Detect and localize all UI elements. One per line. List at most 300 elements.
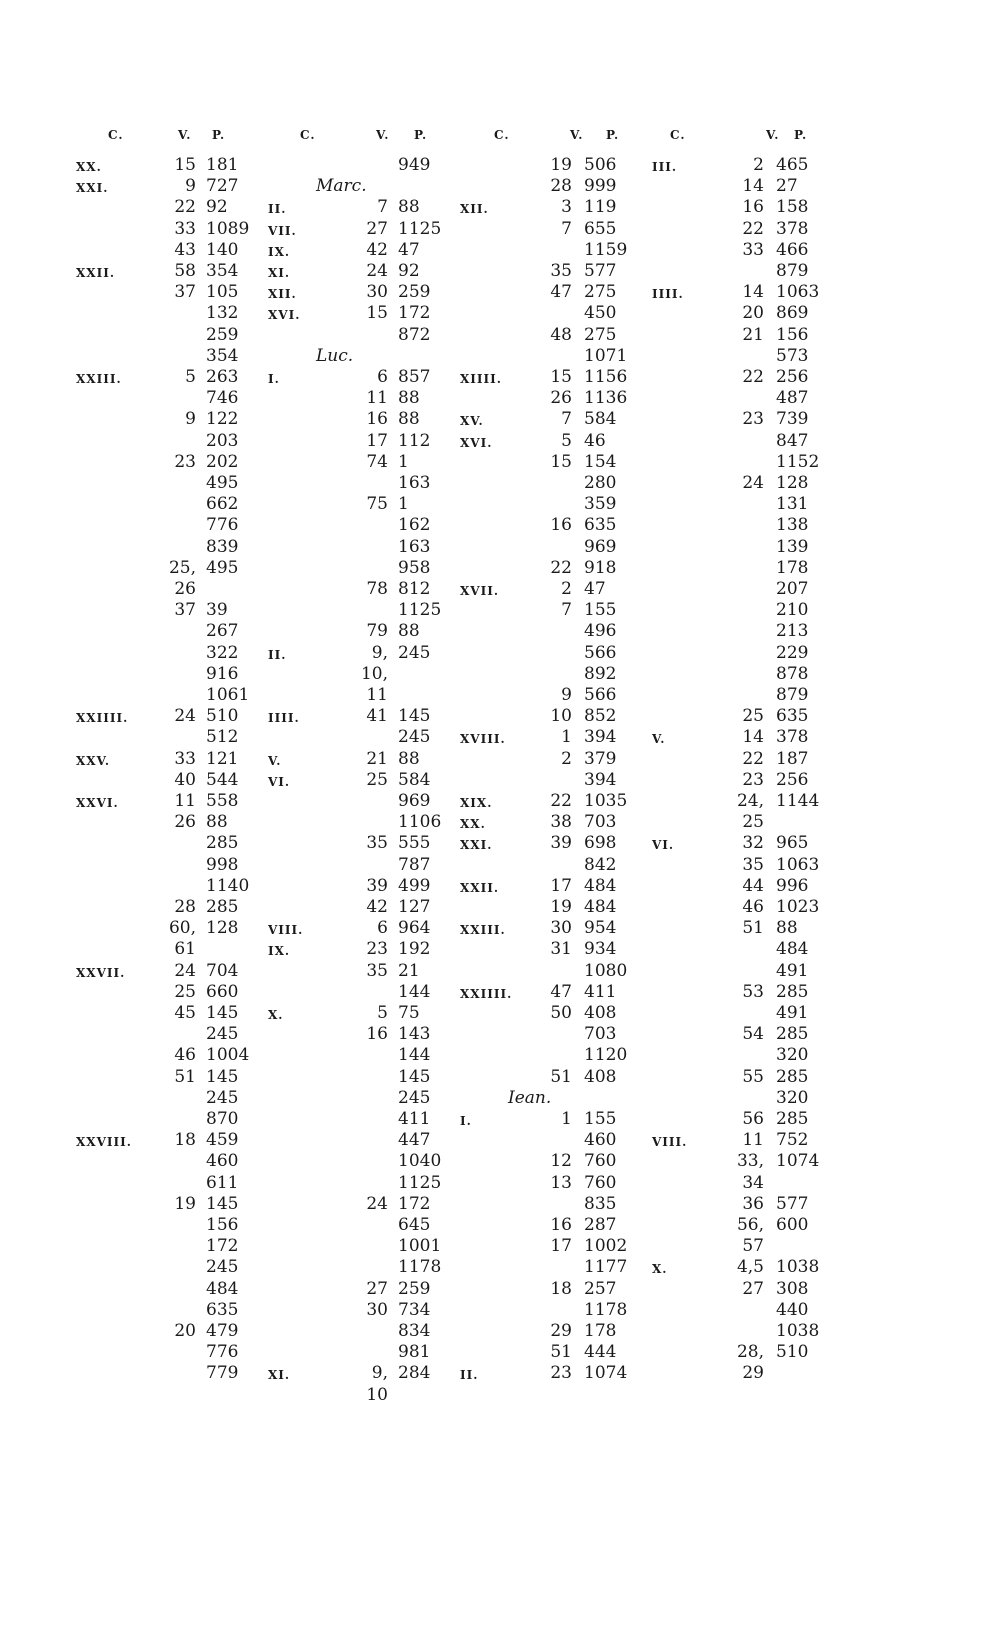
page-reference: 1004	[206, 1045, 250, 1066]
page-reference: 202	[206, 451, 239, 472]
verse-number: 9	[185, 176, 196, 197]
verse-number: 15	[550, 451, 572, 472]
page-reference: 1	[398, 451, 409, 472]
page-reference: 257	[584, 1278, 617, 1299]
page-reference: 660	[206, 981, 239, 1002]
page-reference: 275	[584, 282, 617, 303]
verse-number: 22	[742, 218, 764, 239]
page-reference: 408	[584, 1066, 617, 1087]
page-reference: 698	[584, 833, 617, 854]
verse-number: 6	[377, 367, 388, 387]
page-reference: 379	[584, 748, 617, 769]
verse-number: 12	[550, 1151, 572, 1172]
verse-number: 16	[550, 1215, 572, 1235]
page-reference: 491	[776, 1003, 809, 1023]
chapter-number: XXV.	[76, 753, 111, 768]
verse-number: 17	[366, 430, 388, 451]
verse-number: 24	[366, 261, 388, 281]
chapter-number: XXIII.	[76, 372, 122, 386]
page-reference: 1140	[206, 875, 250, 896]
page-reference: 128	[206, 918, 239, 939]
page-reference: 746	[206, 388, 239, 409]
verse-number: 56	[742, 1109, 764, 1129]
page-reference: 285	[206, 833, 239, 854]
page-reference: 645	[398, 1215, 431, 1235]
verse-number: 22	[742, 748, 764, 769]
page-reference: 999	[584, 176, 617, 197]
verse-number: 58	[174, 261, 196, 281]
page-reference: 566	[584, 685, 617, 705]
page-reference: 394	[584, 769, 617, 790]
page-reference: 178	[584, 1321, 617, 1341]
page-reference: 88	[776, 918, 798, 939]
page-reference: 259	[206, 324, 239, 345]
verse-number: 29	[742, 1363, 764, 1384]
verse-number: 25	[174, 981, 196, 1002]
page-reference: 787	[398, 854, 431, 875]
chapter-number: V.	[268, 753, 282, 768]
page-reference: 487	[776, 388, 809, 409]
verse-number: 24	[742, 473, 764, 493]
verse-number: 31	[550, 939, 572, 960]
page-reference: 46	[584, 430, 606, 451]
page-reference: 145	[206, 1066, 239, 1087]
verse-number: 20	[742, 303, 764, 324]
page-reference: 156	[776, 324, 809, 345]
verse-number: 5	[377, 1003, 388, 1023]
page-reference: 842	[584, 854, 617, 875]
chapter-number: II.	[268, 202, 287, 217]
verse-number: 33	[742, 239, 764, 260]
page-reference: 964	[398, 918, 431, 939]
page-reference: 954	[584, 918, 617, 939]
page-reference: 779	[206, 1363, 239, 1384]
verse-number: 25	[366, 769, 388, 790]
verse-number: 43	[174, 239, 196, 260]
page-reference: 1080	[584, 960, 628, 981]
chapter-number: IX.	[268, 944, 291, 959]
verse-number: 33	[174, 218, 196, 239]
verse-number: 5	[185, 367, 196, 387]
chapter-number: IIII.	[268, 711, 300, 726]
page-reference: 1144	[776, 791, 820, 811]
chapter-number: III.	[652, 160, 678, 174]
verse-number: 60,	[168, 918, 196, 939]
page-reference: 378	[776, 218, 809, 239]
chapter-number: XXII.	[460, 880, 500, 895]
page-reference: 510	[776, 1342, 809, 1363]
page-reference: 163	[398, 536, 431, 557]
page-reference: 662	[206, 494, 239, 515]
page-reference: 1	[398, 494, 409, 515]
verse-number: 46	[742, 897, 764, 917]
verse-number: 16	[366, 409, 388, 430]
chapter-number: X.	[268, 1008, 284, 1022]
page-reference: 460	[584, 1130, 617, 1151]
page-reference: 322	[206, 642, 239, 663]
page-reference: 320	[776, 1087, 809, 1108]
verse-number: 17	[550, 875, 572, 896]
page-reference: 611	[206, 1172, 239, 1193]
chapter-number: VII.	[268, 223, 297, 238]
page-reference: 444	[584, 1342, 617, 1363]
page-reference: 259	[398, 1278, 431, 1299]
header-verse: V.	[766, 128, 780, 142]
page-reference: 263	[206, 367, 239, 387]
chapter-number: VI.	[268, 774, 291, 789]
page-reference: 852	[584, 706, 617, 727]
page-reference: 143	[398, 1024, 431, 1045]
page-reference: 949	[398, 155, 431, 175]
page-reference: 207	[776, 579, 809, 599]
verse-number: 24	[366, 1193, 388, 1214]
page-reference: 187	[776, 748, 809, 769]
verse-number: 21	[742, 324, 764, 345]
page-reference: 158	[776, 197, 809, 218]
chapter-number: I.	[460, 1114, 472, 1128]
page-reference: 479	[206, 1321, 239, 1341]
page-reference: 892	[584, 663, 617, 684]
header-verse: V.	[376, 128, 390, 142]
page-reference: 359	[584, 494, 617, 515]
page-reference: 287	[584, 1215, 617, 1235]
page-reference: 88	[398, 388, 420, 409]
verse-number: 61	[174, 939, 196, 960]
verse-number: 18	[550, 1278, 572, 1299]
chapter-number: XXVII.	[76, 965, 126, 980]
verse-number: 24	[174, 960, 196, 981]
page-reference: 1178	[398, 1257, 442, 1278]
page-reference: 1040	[398, 1151, 442, 1172]
page-reference: 285	[776, 1066, 809, 1087]
page-reference: 506	[584, 155, 617, 175]
verse-number: 51	[550, 1066, 572, 1087]
page-reference: 128	[776, 473, 809, 493]
page-reference: 245	[206, 1087, 239, 1108]
page-reference: 127	[398, 897, 431, 917]
page-reference: 484	[584, 875, 617, 896]
verse-number: 17	[550, 1236, 572, 1257]
verse-number: 7	[561, 600, 572, 621]
page-reference: 1023	[776, 897, 820, 917]
chapter-number: XI.	[268, 1368, 291, 1383]
verse-number: 24	[174, 706, 196, 727]
verse-number: 30	[366, 282, 388, 303]
page-reference: 1071	[584, 345, 628, 366]
page-reference: 872	[398, 324, 431, 345]
page-reference: 154	[584, 451, 617, 472]
page-reference: 88	[206, 812, 228, 833]
chapter-number: XXII.	[76, 266, 116, 280]
page-reference: 1159	[584, 239, 628, 260]
page-reference: 1120	[584, 1045, 628, 1066]
page-reference: 155	[584, 1109, 617, 1129]
verse-number: 47	[550, 981, 572, 1002]
verse-number: 13	[550, 1172, 572, 1193]
page-reference: 544	[206, 769, 239, 790]
page-reference: 181	[206, 155, 239, 175]
verse-number: 28,	[736, 1342, 764, 1363]
verse-number: 46	[174, 1045, 196, 1066]
verse-number: 2	[753, 155, 764, 175]
page-reference: 484	[584, 897, 617, 917]
page-reference: 1125	[398, 1172, 442, 1193]
page-reference: 969	[584, 536, 617, 557]
verse-number: 28	[550, 176, 572, 197]
page-reference: 734	[398, 1299, 431, 1320]
page-reference: 47	[584, 579, 606, 599]
page-reference: 285	[776, 1109, 809, 1129]
verse-number: 14	[742, 176, 764, 197]
page-reference: 105	[206, 282, 239, 303]
verse-number: 33	[174, 748, 196, 769]
page-reference: 981	[398, 1342, 431, 1363]
page-reference: 121	[206, 748, 239, 769]
verse-number: 54	[742, 1024, 764, 1045]
page-reference: 878	[776, 663, 809, 684]
verse-number: 38	[550, 812, 572, 833]
verse-number: 3	[561, 197, 572, 218]
page-reference: 285	[206, 897, 239, 917]
page-reference: 450	[584, 303, 617, 324]
chapter-number: XII.	[268, 287, 297, 302]
page-reference: 172	[398, 303, 431, 324]
page-reference: 75	[398, 1003, 420, 1023]
book-title: Iean.	[508, 1087, 552, 1108]
verse-number: 18	[174, 1130, 196, 1151]
verse-number: 16	[366, 1024, 388, 1045]
page-reference: 1156	[584, 367, 628, 387]
page-reference: 259	[398, 282, 431, 303]
verse-number: 9,	[371, 642, 388, 663]
verse-number: 15	[174, 155, 196, 175]
chapter-number: XXI.	[76, 181, 109, 196]
page-reference: 916	[206, 663, 239, 684]
verse-number: 44	[742, 875, 764, 896]
page-reference: 1125	[398, 218, 442, 239]
page-reference: 752	[776, 1130, 809, 1151]
page-reference: 499	[398, 875, 431, 896]
page-reference: 1001	[398, 1236, 442, 1257]
verse-number: 42	[366, 239, 388, 260]
verse-number: 11	[742, 1130, 764, 1151]
page-reference: 275	[584, 324, 617, 345]
chapter-number: VIII.	[268, 923, 304, 938]
page-reference: 879	[776, 261, 809, 281]
chapter-number: I.	[268, 372, 280, 386]
page-reference: 703	[584, 812, 617, 833]
page-reference: 1125	[398, 600, 442, 621]
page-reference: 132	[206, 303, 239, 324]
page-reference: 1152	[776, 451, 820, 472]
page-reference: 213	[776, 621, 809, 642]
verse-number: 35	[742, 854, 764, 875]
page-reference: 965	[776, 833, 809, 854]
page-reference: 776	[206, 1342, 239, 1363]
header-page: P.	[794, 128, 808, 142]
verse-number: 9	[561, 685, 572, 705]
verse-number: 37	[174, 282, 196, 303]
page-reference: 308	[776, 1278, 809, 1299]
verse-number: 19	[174, 1193, 196, 1214]
page-reference: 1106	[398, 812, 442, 833]
page-reference: 918	[584, 557, 617, 578]
page-reference: 145	[206, 1003, 239, 1023]
page-reference: 21	[398, 960, 420, 981]
page-reference: 969	[398, 791, 431, 811]
verse-number: 51	[742, 918, 764, 939]
verse-number: 9,	[371, 1363, 388, 1384]
page-reference: 577	[776, 1193, 809, 1214]
page-reference: 1074	[776, 1151, 820, 1172]
verse-number: 16	[550, 515, 572, 536]
verse-number: 14	[742, 282, 764, 303]
header-page: P.	[212, 128, 226, 142]
page-reference: 835	[584, 1193, 617, 1214]
verse-number: 7	[561, 409, 572, 430]
verse-number: 25	[742, 812, 764, 833]
page-reference: 566	[584, 642, 617, 663]
page-reference: 138	[776, 515, 809, 536]
page-reference: 1136	[584, 388, 628, 409]
chapter-number: XIX.	[460, 796, 493, 810]
page-reference: 172	[206, 1236, 239, 1257]
page-reference: 203	[206, 430, 239, 451]
verse-number: 10,	[360, 663, 388, 684]
page-reference: 1063	[776, 854, 820, 875]
header-chapter: C.	[494, 128, 510, 142]
verse-number: 39	[366, 875, 388, 896]
verse-number: 11	[366, 388, 388, 409]
chapter-number: V.	[652, 732, 666, 747]
page-reference: 1002	[584, 1236, 628, 1257]
page-reference: 495	[206, 557, 239, 578]
verse-number: 48	[550, 324, 572, 345]
page-reference: 27	[776, 176, 798, 197]
verse-number: 79	[366, 621, 388, 642]
page-reference: 163	[398, 473, 431, 493]
page-reference: 245	[398, 642, 431, 663]
page-reference: 139	[776, 536, 809, 557]
chapter-number: XXI.	[460, 838, 493, 853]
page-reference: 834	[398, 1321, 431, 1341]
page-reference: 555	[398, 833, 431, 854]
page-reference: 320	[776, 1045, 809, 1066]
page-reference: 285	[776, 981, 809, 1002]
page-reference: 245	[206, 1024, 239, 1045]
chapter-number: IX.	[268, 244, 291, 259]
verse-number: 7	[377, 197, 388, 218]
page-reference: 245	[206, 1257, 239, 1278]
verse-number: 51	[550, 1342, 572, 1363]
page-reference: 411	[398, 1109, 431, 1129]
verse-number: 41	[366, 706, 388, 727]
verse-number: 56,	[736, 1215, 764, 1235]
verse-number: 5	[561, 430, 572, 451]
header-chapter: C.	[300, 128, 316, 142]
page-reference: 112	[398, 430, 431, 451]
page-reference: 812	[398, 579, 431, 599]
header-verse: V.	[178, 128, 192, 142]
page-reference: 47	[398, 239, 420, 260]
page-reference: 484	[206, 1278, 239, 1299]
header-verse: V.	[570, 128, 584, 142]
page-reference: 172	[398, 1193, 431, 1214]
verse-number: 7	[561, 218, 572, 239]
chapter-number: XXIIII.	[76, 711, 129, 726]
page-reference: 577	[584, 261, 617, 281]
chapter-number: XVI.	[460, 435, 493, 450]
page-reference: 958	[398, 557, 431, 578]
verse-number: 22	[742, 367, 764, 387]
verse-number: 6	[377, 918, 388, 939]
verse-number: 45	[174, 1003, 196, 1023]
page-reference: 655	[584, 218, 617, 239]
header-page: P.	[414, 128, 428, 142]
page-reference: 512	[206, 727, 239, 748]
verse-number: 14	[742, 727, 764, 748]
page-reference: 584	[398, 769, 431, 790]
verse-number: 30	[366, 1299, 388, 1320]
verse-number: 23	[366, 939, 388, 960]
page-reference: 245	[398, 1087, 431, 1108]
verse-number: 27	[366, 1278, 388, 1299]
verse-number: 30	[550, 918, 572, 939]
page-reference: 1178	[584, 1299, 628, 1320]
verse-number: 24,	[736, 791, 764, 811]
chapter-number: XIIII.	[460, 372, 502, 386]
page-reference: 229	[776, 642, 809, 663]
verse-number: 1	[561, 727, 572, 748]
book-title: Marc.	[316, 176, 367, 197]
verse-number: 55	[742, 1066, 764, 1087]
page-reference: 1177	[584, 1257, 628, 1278]
page-reference: 857	[398, 367, 431, 387]
verse-number: 50	[550, 1003, 572, 1023]
verse-number: 10	[550, 706, 572, 727]
header-chapter: C.	[670, 128, 686, 142]
page-reference: 495	[206, 473, 239, 493]
verse-number: 47	[550, 282, 572, 303]
verse-number: 32	[742, 833, 764, 854]
chapter-number: XXVIII.	[76, 1135, 132, 1150]
verse-number: 74	[366, 451, 388, 472]
verse-number: 11	[366, 685, 388, 705]
verse-number: 23	[742, 409, 764, 430]
page-reference: 378	[776, 727, 809, 748]
page-reference: 411	[584, 981, 617, 1002]
verse-number: 23	[742, 769, 764, 790]
page-reference: 1074	[584, 1363, 628, 1384]
verse-number: 2	[561, 748, 572, 769]
verse-number: 42	[366, 897, 388, 917]
page-reference: 285	[776, 1024, 809, 1045]
chapter-number: XXVI.	[76, 796, 119, 810]
chapter-number: II.	[268, 647, 287, 662]
page-reference: 88	[398, 748, 420, 769]
page-reference: 491	[776, 960, 809, 981]
verse-number: 27	[366, 218, 388, 239]
verse-number: 25	[742, 706, 764, 727]
page-reference: 284	[398, 1363, 431, 1384]
verse-number: 37	[174, 600, 196, 621]
chapter-number: XI.	[268, 266, 291, 280]
verse-number: 35	[550, 261, 572, 281]
page-reference: 162	[398, 515, 431, 536]
page-reference: 88	[398, 409, 420, 430]
chapter-number: VIII.	[652, 1135, 688, 1150]
verse-number: 78	[366, 579, 388, 599]
